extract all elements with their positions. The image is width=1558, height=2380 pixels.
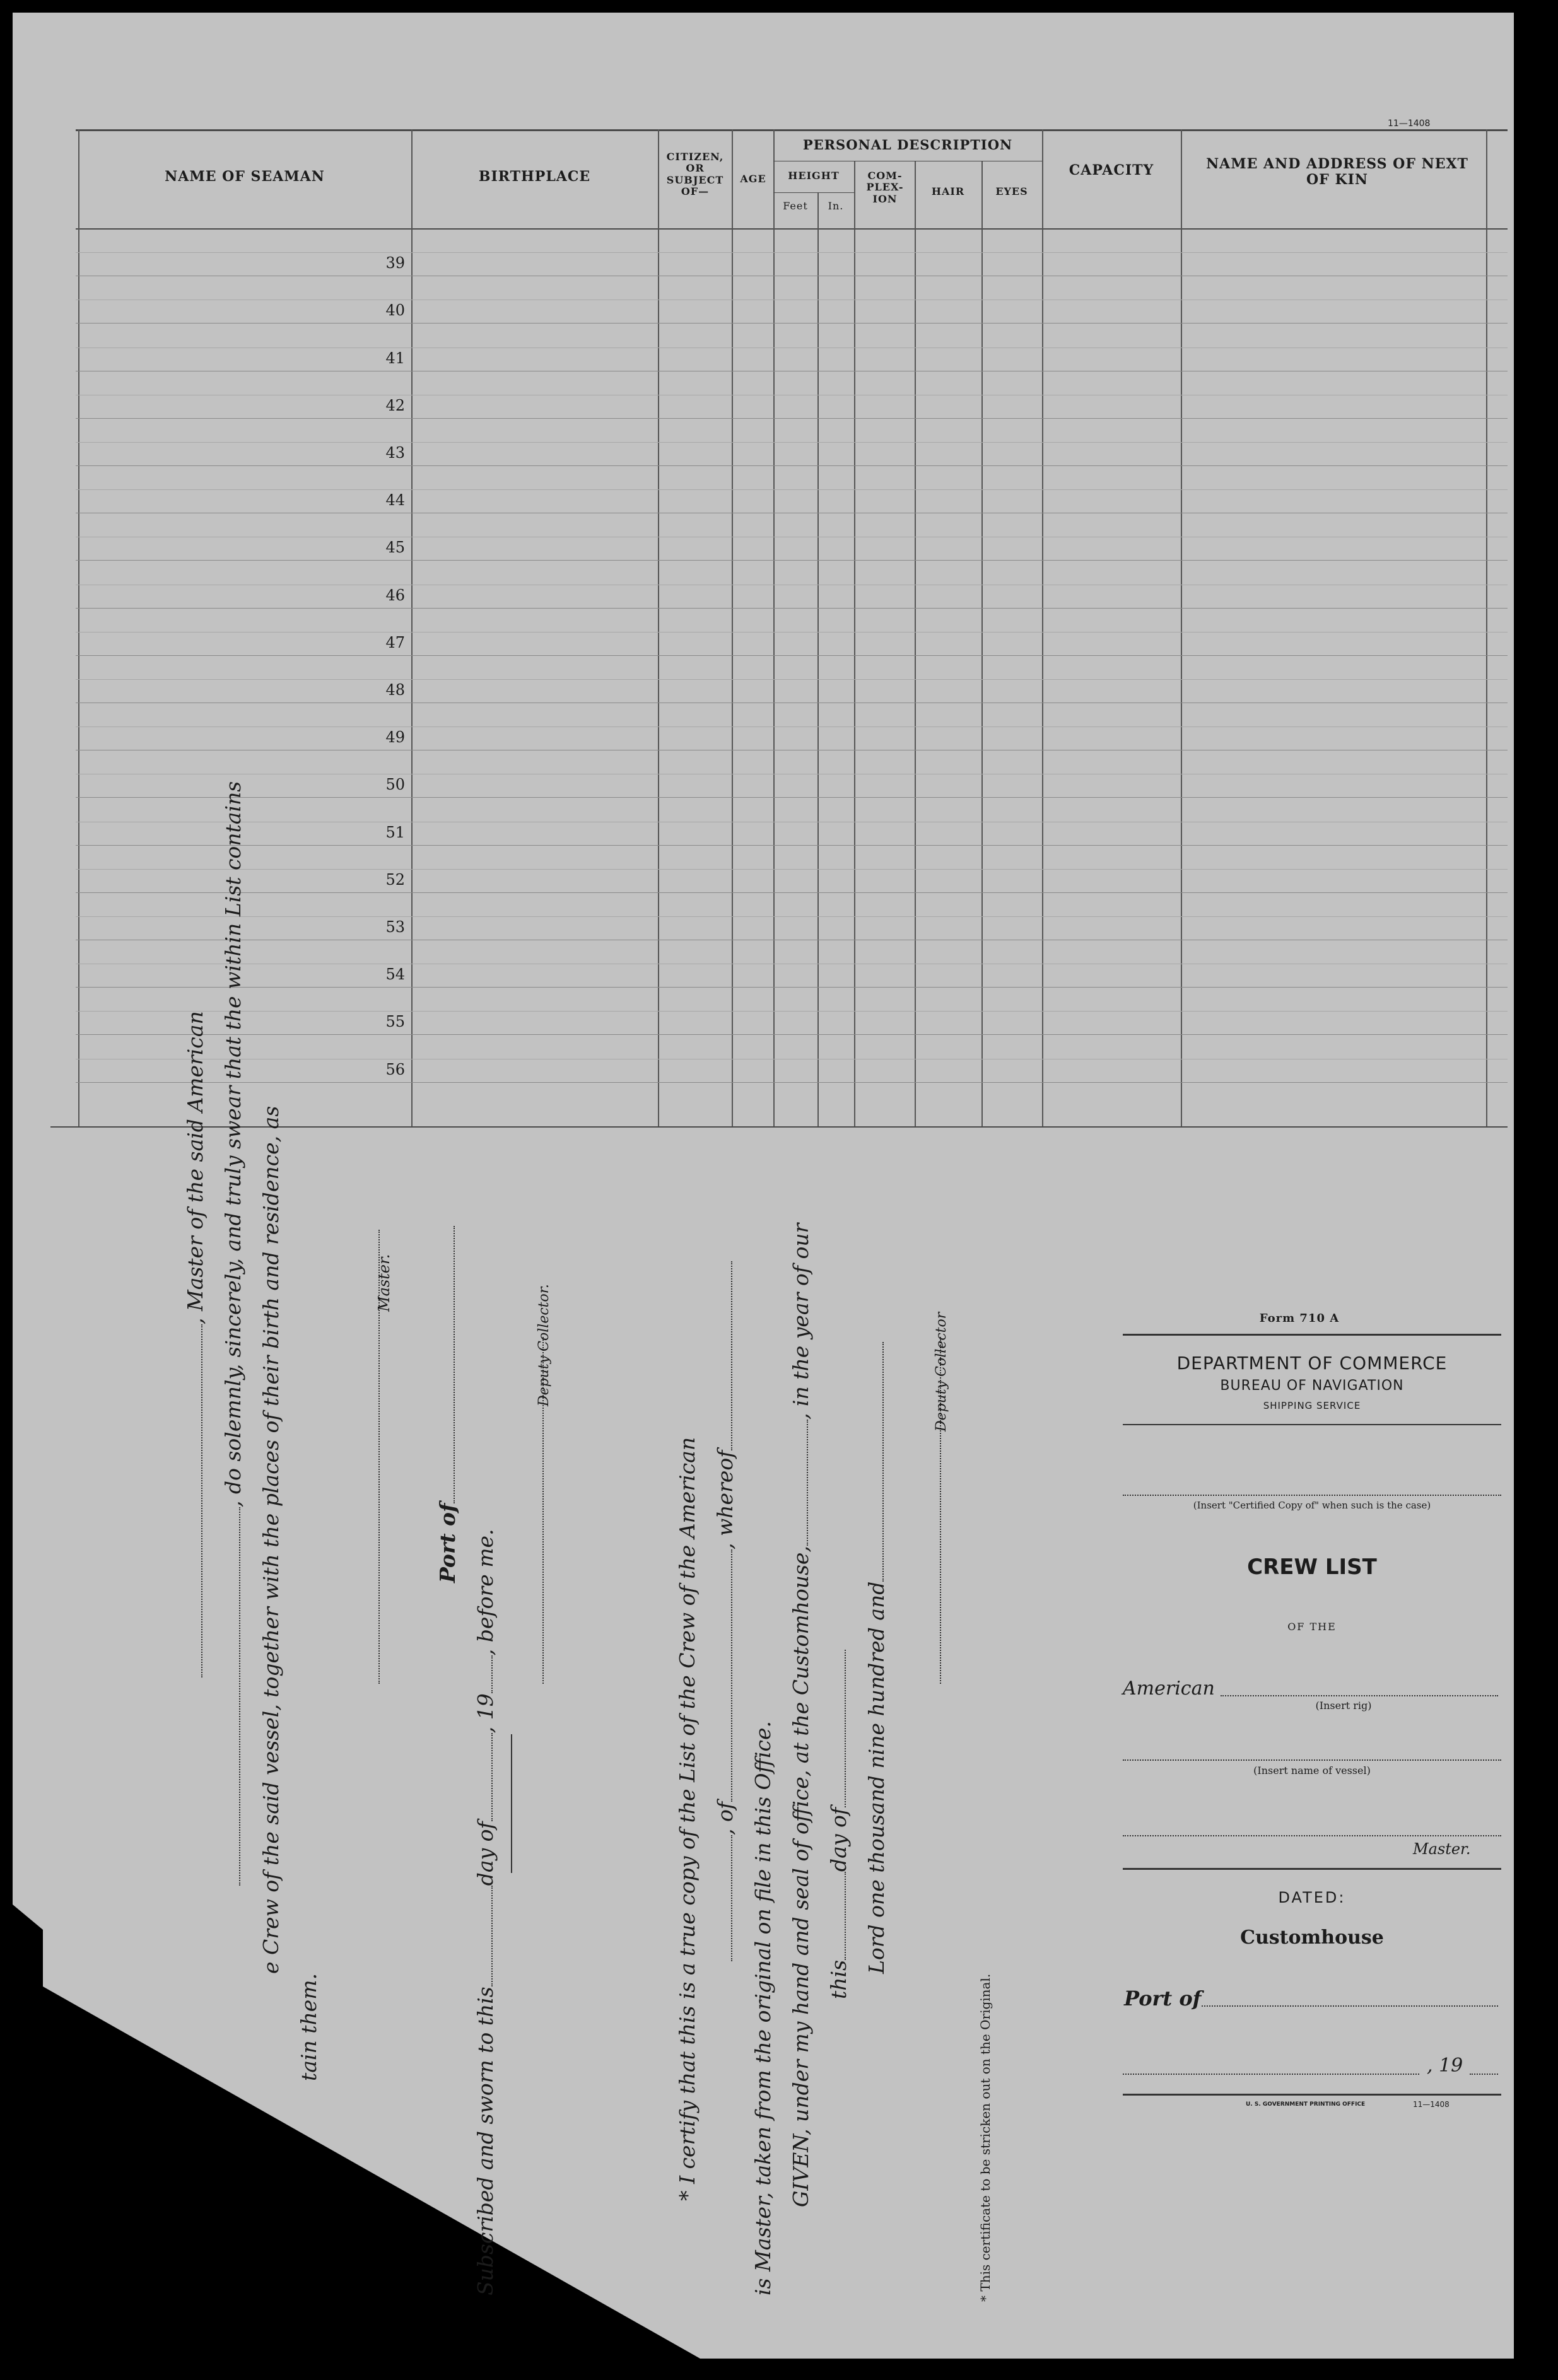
table-row-subline <box>76 869 1508 870</box>
table-row <box>76 418 1508 419</box>
table-row <box>76 560 1508 561</box>
header-personal-description: PERSONAL DESCRIPTION <box>802 137 1013 153</box>
cover-insert-vessel: (Insert name of vessel) <box>1253 1765 1371 1776</box>
table-row-subline <box>76 347 1508 348</box>
cover-insert-rig: (Insert rig) <box>1315 1700 1372 1712</box>
col-line-11 <box>1486 129 1487 1126</box>
row-number: 39 <box>385 254 405 272</box>
cert-line-4: GIVEN, under my hand and seal of office, at the Customhouse,, in the year of our <box>788 1223 813 2207</box>
col-line-8 <box>981 161 983 1126</box>
oath-line-3: e Crew of the said vessel, together with the places of their birth and residence, as <box>259 1105 283 1974</box>
cover-printer: U. S. GOVERNMENT PRINTING OFFICE <box>1246 2101 1366 2108</box>
col-line-0 <box>78 129 79 1126</box>
row-number: 46 <box>385 586 405 604</box>
cover-master-label: Master. <box>1413 1840 1471 1858</box>
row-number: 54 <box>385 965 405 984</box>
oath-line-1: , Master of the said American <box>183 1011 208 1677</box>
row-number: 48 <box>385 681 405 699</box>
table-row <box>76 987 1508 988</box>
row-number: 49 <box>385 728 405 747</box>
cover-insert-certified: (Insert "Certified Copy of" when such is the case) <box>1193 1500 1431 1511</box>
row-number: 51 <box>385 823 405 841</box>
cover-port-of: Port of <box>1124 1986 1202 2010</box>
oath-line-2: , do solemnly, sincerely, and truly swear that the within List contains <box>221 781 245 1886</box>
row-number: 42 <box>385 396 405 414</box>
header-eyes: EYES <box>995 185 1028 197</box>
oath-line-4: tain them. <box>296 1973 321 2081</box>
cover-top-bar <box>1123 1334 1501 1336</box>
table-row <box>76 1034 1508 1035</box>
row-number: 43 <box>385 444 405 462</box>
cover-dated: DATED: <box>1278 1889 1346 1906</box>
col-line-2 <box>658 129 659 1126</box>
table-row-subline <box>76 1011 1508 1012</box>
table-row-subline <box>76 726 1508 727</box>
cert-line-1: * I certify that this is a true copy of the List of the Crew of the American <box>675 1437 700 2201</box>
col-line-5 <box>817 192 819 1126</box>
cert-line-2: , of, whereof <box>713 1261 737 1961</box>
row-number: 41 <box>385 349 405 367</box>
header-name-of-seaman: NAME OF SEAMAN <box>165 168 325 185</box>
cert-line-3: is Master, taken from the original on file in this Office. <box>751 1721 775 2295</box>
cover-date-line <box>1123 2074 1419 2075</box>
cover-american-label: American <box>1123 1677 1215 1700</box>
header-bottom-rule <box>76 228 1508 230</box>
cover-port-line <box>1202 2005 1498 2007</box>
table-row <box>76 655 1508 656</box>
table-row <box>76 608 1508 609</box>
cover-service: SHIPPING SERVICE <box>1263 1400 1361 1411</box>
short-rule <box>511 1734 512 1873</box>
table-row-subline <box>76 489 1508 490</box>
cover-bottom-bar <box>1123 2094 1501 2096</box>
header-next-of-kin: NAME AND ADDRESS OF NEXT OF KIN <box>1206 156 1468 189</box>
header-age: AGE <box>740 173 766 185</box>
cover-year-line <box>1470 2074 1498 2075</box>
table-row <box>76 892 1508 893</box>
col-line-7 <box>915 161 916 1126</box>
oath-port-of: Port of <box>435 1226 460 1583</box>
row-number: 55 <box>385 1013 405 1031</box>
header-birthplace: BIRTHPLACE <box>478 168 591 185</box>
cert-line-5: thisday of <box>826 1650 851 1999</box>
oath-master-label: Master. <box>375 1254 393 1312</box>
cover-master-line <box>1123 1835 1501 1836</box>
cover-vessel-line <box>1123 1759 1501 1761</box>
table-row-subline <box>76 632 1508 633</box>
cover-of-the: OF THE <box>1287 1621 1337 1633</box>
row-number: 45 <box>385 539 405 557</box>
header-citizen: CITIZEN, OR SUBJECT OF— <box>666 151 724 198</box>
cover-bureau: BUREAU OF NAVIGATION <box>1220 1378 1404 1394</box>
cover-american-line <box>1221 1695 1498 1696</box>
cover-customhouse: Customhouse <box>1240 1927 1384 1949</box>
height-rule <box>773 192 854 193</box>
cert-footnote: * This certificate to be stricken out on the Original. <box>978 1973 993 2302</box>
table-row <box>76 465 1508 466</box>
header-feet: Feet <box>783 200 808 212</box>
deputy-collector-2: Deputy Collector <box>934 1312 949 1432</box>
cover-form-number: Form 710 A <box>1259 1312 1340 1325</box>
table-row <box>76 845 1508 846</box>
col-line-4 <box>773 129 775 1126</box>
oath-subscribed: Subscribed and sworn to thisday of, 19, before me. <box>473 1529 498 2295</box>
table-top-rule <box>76 129 1508 131</box>
form-number-top: 11—1408 <box>1388 119 1431 129</box>
cover-title: CREW LIST <box>1247 1555 1377 1580</box>
col-line-3 <box>732 129 733 1126</box>
cover-department: DEPARTMENT OF COMMERCE <box>1176 1353 1448 1374</box>
row-number: 47 <box>385 633 405 651</box>
header-capacity: CAPACITY <box>1069 162 1154 178</box>
col-line-6 <box>854 161 855 1126</box>
col-line-10 <box>1181 129 1182 1126</box>
deputy-collector-1: Deputy Collector. <box>536 1284 552 1406</box>
cert-line-6: Lord one thousand nine hundred and <box>864 1342 889 1974</box>
col-line-1 <box>411 129 413 1126</box>
header-inches: In. <box>828 200 844 212</box>
table-row-subline <box>76 442 1508 443</box>
row-number: 40 <box>385 301 405 320</box>
table-row <box>76 797 1508 798</box>
table-row-subline <box>76 252 1508 253</box>
table-row <box>76 1082 1508 1083</box>
table-row-subline <box>76 679 1508 680</box>
cover-cert-copy-line <box>1123 1495 1501 1496</box>
header-hair: HAIR <box>931 185 965 197</box>
row-number: 52 <box>385 870 405 889</box>
row-number: 53 <box>385 918 405 936</box>
row-number: 56 <box>385 1060 405 1078</box>
table-row <box>76 323 1508 324</box>
row-number: 50 <box>385 776 405 794</box>
cover-bar-2 <box>1123 1424 1501 1425</box>
row-number: 44 <box>385 491 405 510</box>
cover-year: , 19 <box>1427 2055 1463 2077</box>
cover-printer-no: 11—1408 <box>1413 2100 1450 2109</box>
col-line-9 <box>1042 129 1043 1126</box>
header-height: HEIGHT <box>788 170 840 182</box>
table-row-subline <box>76 916 1508 917</box>
header-complexion: COM- PLEX- ION <box>866 170 904 205</box>
cover-bar-3 <box>1123 1868 1501 1870</box>
